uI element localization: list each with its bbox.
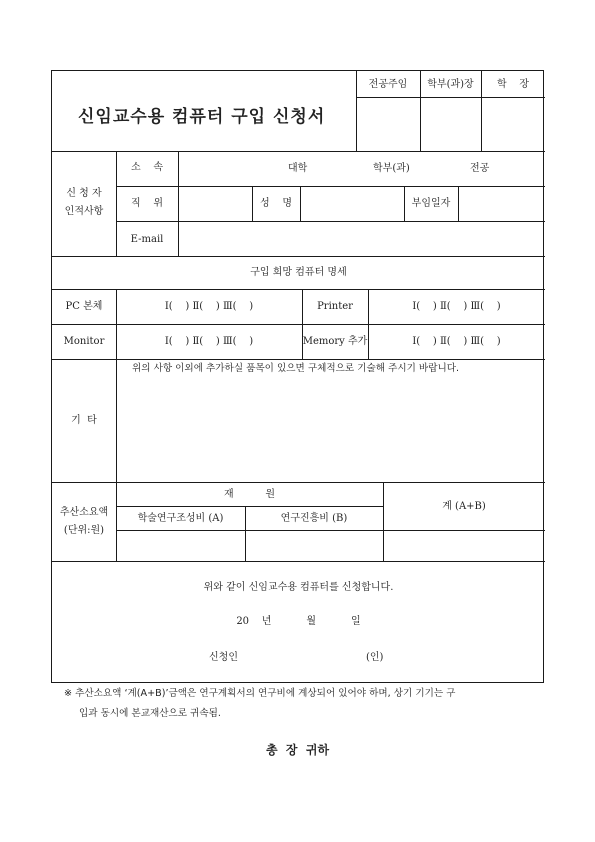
applicant-seal: (인) <box>366 652 384 663</box>
rule-after-pc <box>52 324 545 325</box>
position-field[interactable] <box>179 187 251 221</box>
funding-a-field[interactable] <box>118 532 244 560</box>
spec-header: 구입 희망 컴퓨터 명세 <box>250 267 347 278</box>
cost-label-1: 추산소요액 <box>59 507 109 518</box>
declaration-date: 20 년 월 일 <box>236 616 361 627</box>
footnote-line-1: ※ 추산소요액 ‘계(A+B)’금액은 연구계획서의 연구비에 계상되어 있어야 하며, 상기 기기는 구 <box>64 688 456 699</box>
applicant-signature-field[interactable] <box>248 648 362 668</box>
memory-options[interactable]: Ⅰ( ) Ⅱ( ) Ⅲ( ) <box>412 336 501 347</box>
email-label: E-mail <box>130 234 164 245</box>
rule-spec-right <box>368 289 369 359</box>
printer-options[interactable]: Ⅰ( ) Ⅱ( ) Ⅲ( ) <box>412 301 501 312</box>
start-date-label: 부임일자 <box>411 198 451 209</box>
cost-label-2: (단위:원) <box>63 525 105 536</box>
start-date-field[interactable] <box>459 187 545 221</box>
rule-spec-left <box>116 289 117 359</box>
approval-dept-head: 학부(과)장 <box>427 79 474 90</box>
footnote-line-2: 입과 동시에 본교재산으로 귀속됨. <box>79 708 221 719</box>
memory-label: Memory 추가 <box>302 336 368 347</box>
form-title: 신임교수용 컴퓨터 구입 신청서 <box>78 107 326 127</box>
rule-after-etc <box>52 482 545 483</box>
rule-cost-total <box>383 482 384 561</box>
affiliation-label: 소 속 <box>130 162 164 173</box>
rule-after-monitor <box>52 359 545 360</box>
applicant-section-label-1: 신 청 자 <box>66 188 102 199</box>
funding-b-field[interactable] <box>247 532 382 560</box>
affiliation-dept: 학부(과) <box>373 163 410 174</box>
monitor-label: Monitor <box>63 336 105 347</box>
rule-after-email <box>52 256 545 257</box>
funding-header: 재 원 <box>223 489 276 500</box>
affiliation-college: 대학 <box>288 163 308 174</box>
cost-total-field[interactable] <box>385 532 544 560</box>
etc-label: 기 타 <box>71 415 97 426</box>
approval-major-head: 전공주임 <box>368 79 408 90</box>
printer-label: Printer <box>317 301 353 312</box>
approval-dean-signature[interactable] <box>482 98 544 150</box>
rule-etc-label <box>116 359 117 482</box>
pc-options[interactable]: Ⅰ( ) Ⅱ( ) Ⅲ( ) <box>164 301 254 312</box>
funding-col-a: 학술연구조성비 (A) <box>137 513 224 524</box>
rule-after-spec-header <box>52 289 545 290</box>
addressee: 총 장 귀하 <box>265 743 330 757</box>
affiliation-field[interactable] <box>179 152 545 186</box>
etc-instruction: 위의 사항 이외에 추가하실 품목이 있으면 구체적으로 기술해 주시기 바랍니다. <box>132 363 460 374</box>
applicant-section-label-2: 인적사항 <box>64 206 104 217</box>
approval-dept-signature[interactable] <box>421 98 480 150</box>
rule-spec-mid <box>302 289 303 359</box>
name-field[interactable] <box>301 187 403 221</box>
approval-major-signature[interactable] <box>357 98 419 150</box>
monitor-options[interactable]: Ⅰ( ) Ⅱ( ) Ⅲ( ) <box>164 336 254 347</box>
position-label: 직 위 <box>130 198 164 209</box>
funding-col-b: 연구진흥비 (B) <box>280 513 348 524</box>
cost-total-label: 계 (A+B) <box>442 501 486 512</box>
pc-label: PC 본체 <box>65 301 103 312</box>
application-form <box>51 70 544 683</box>
approval-dean: 학 장 <box>496 79 530 90</box>
rule-after-cost <box>52 561 545 562</box>
applicant-sign-label: 신청인 <box>209 652 238 663</box>
name-label: 성 명 <box>259 198 293 209</box>
email-field[interactable] <box>179 222 545 256</box>
affiliation-major: 전공 <box>470 163 490 174</box>
rule-funding-header <box>116 506 383 507</box>
declaration-statement: 위와 같이 신임교수용 컴퓨터를 신청합니다. <box>203 582 394 593</box>
rule-funding-cols <box>116 530 545 531</box>
etc-field[interactable] <box>118 377 543 480</box>
